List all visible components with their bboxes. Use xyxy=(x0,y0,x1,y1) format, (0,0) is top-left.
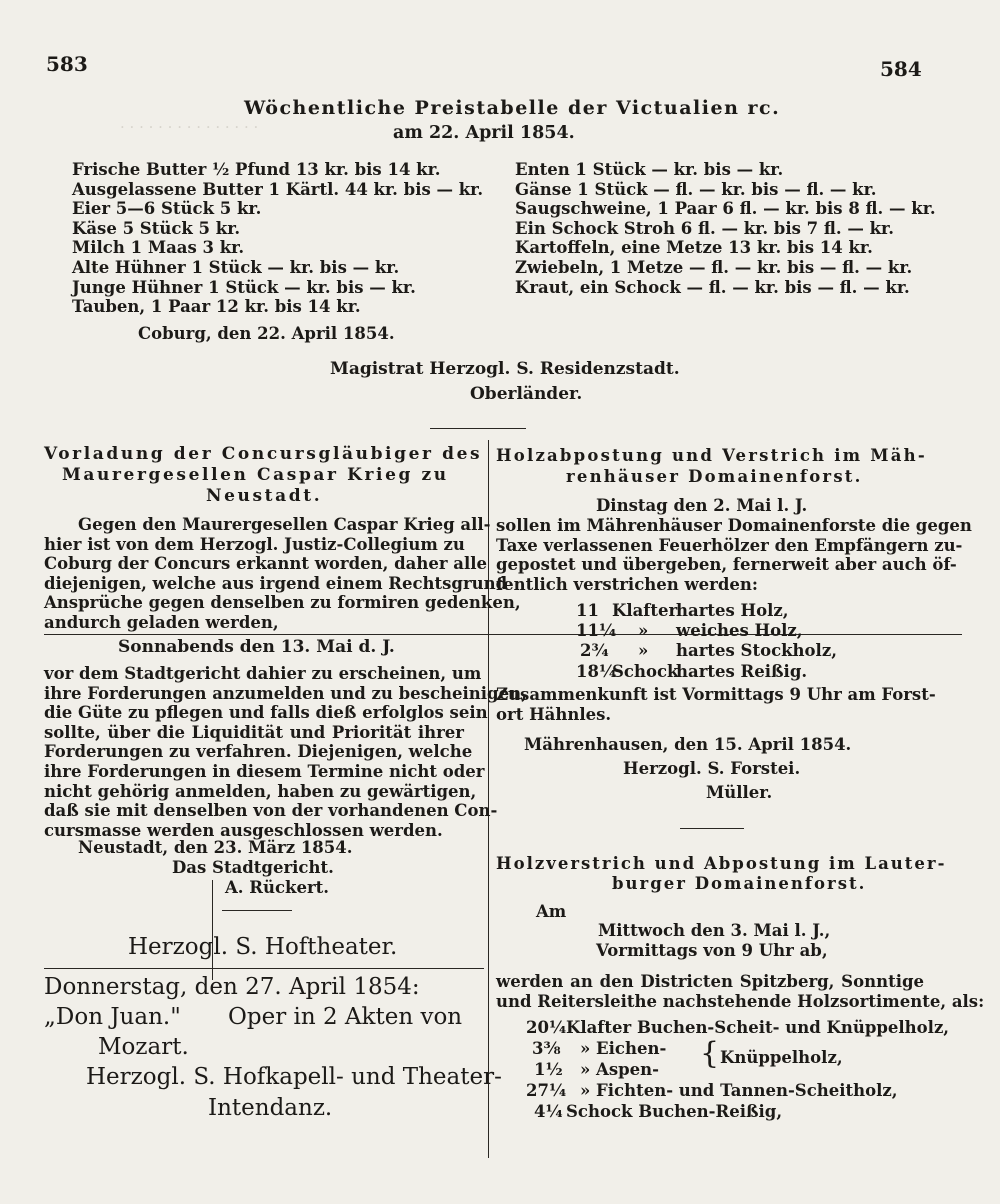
holz1-title-line2: renhäuser Domainenforst. xyxy=(566,467,863,486)
wood-qty: 20¼ xyxy=(526,1018,567,1037)
text-line: gepostet und übergeben, fernerweit aber auch öf- xyxy=(496,555,957,575)
section-rule xyxy=(430,428,526,429)
text-line: cursmasse werden ausgeschlossen werden. xyxy=(44,820,443,840)
wood-desc: » Aspen- xyxy=(580,1060,660,1079)
text-line: andurch geladen werden, xyxy=(44,612,279,632)
holz1-title-line1: Holzabpostung und Verstrich im Mäh- xyxy=(496,446,927,465)
section-rule xyxy=(680,828,744,829)
bleed-through-text: · · · · · · · · · · · · · · · xyxy=(120,118,259,136)
section-rule xyxy=(222,910,292,911)
concurs-court: Das Stadtgericht. xyxy=(172,858,334,877)
wood-unit: Klafter xyxy=(612,601,678,620)
price-item: Käse 5 Stück 5 kr. xyxy=(72,218,241,238)
page-number-right: 584 xyxy=(880,57,922,81)
text-line: ihre Forderungen in diesem Termine nicht oder xyxy=(44,761,485,781)
wood-qty: 2¾ xyxy=(580,641,609,660)
holz1-paragraph xyxy=(496,516,972,594)
theater-date: Donnerstag, den 27. April 1854: xyxy=(44,974,420,1000)
wood-desc: hartes Stockholz, xyxy=(676,641,837,660)
text-line: Gegen den Maurergesellen Caspar Krieg all- xyxy=(78,515,491,534)
price-item: Ein Schock Stroh 6 fl. — kr. bis 7 fl. — kr. xyxy=(515,218,894,238)
text-line: Taxe verlassenen Feuerhölzer den Empfängern zu- xyxy=(496,535,963,555)
wood-qty: 1½ xyxy=(534,1060,563,1079)
price-list-right xyxy=(515,160,936,297)
text-line: sollen im Mährenhäuser Domainenforste die gegen xyxy=(496,516,972,535)
price-item: Tauben, 1 Paar 12 kr. bis 14 kr. xyxy=(72,297,361,317)
holz1-date: Dinstag den 2. Mai l. J. xyxy=(596,496,808,515)
concurs-paragraph-1 xyxy=(44,515,521,633)
text-line: ihre Forderungen anzumelden und zu bescheinigen, xyxy=(44,683,527,703)
holz1-signer: Müller. xyxy=(706,783,773,802)
text-line: daß sie mit denselben von der vorhandenen Con- xyxy=(44,801,498,821)
concurs-title-line1: Vorladung der Concursgläubiger des xyxy=(44,444,483,464)
concurs-title-line3: Neustadt. xyxy=(206,486,323,506)
price-table-date: am 22. April 1854. xyxy=(393,123,575,143)
holz2-title-line1: Holzverstrich und Abpostung im Lauter- xyxy=(496,854,947,873)
theater-play-description: Oper in 2 Akten von xyxy=(228,1004,463,1030)
wood-qty: 11¼ xyxy=(576,621,617,640)
wood-brace-label: Knüppelholz, xyxy=(720,1048,843,1067)
wood-qty: 3⅜ xyxy=(532,1039,561,1058)
horizontal-rule xyxy=(44,634,962,635)
wood-qty: 27¼ xyxy=(526,1081,567,1100)
holz1-place-date: Mährenhausen, den 15. April 1854. xyxy=(524,735,852,754)
concurs-place-date: Neustadt, den 23. März 1854. xyxy=(78,838,353,857)
text-line: werden an den Districten Spitzberg, Sonntige xyxy=(496,972,924,991)
wood-qty: 18¼ xyxy=(576,662,617,681)
holz1-authority: Herzogl. S. Forstei. xyxy=(623,759,801,778)
text-line: Ansprüche gegen denselben zu formiren gedenken, xyxy=(44,593,521,613)
price-signer: Oberländer. xyxy=(470,384,583,404)
price-item: Zwiebeln, 1 Metze — fl. — kr. bis — fl. — kr. xyxy=(515,257,913,277)
price-item: Enten 1 Stück — kr. bis — kr. xyxy=(515,160,784,179)
text-line: ort Hähnles. xyxy=(496,704,612,724)
price-item: Frische Butter ½ Pfund 13 kr. bis 14 kr. xyxy=(72,160,441,179)
holz2-paragraph xyxy=(496,972,985,1011)
price-table-title: Wöchentliche Preistabelle der Victualien rc. xyxy=(244,97,781,119)
text-line: Forderungen zu verfahren. Diejenigen, welche xyxy=(44,742,473,762)
price-item: Eier 5—6 Stück 5 kr. xyxy=(72,199,262,219)
brace: { xyxy=(700,1036,720,1071)
wood-unit: » xyxy=(638,641,649,660)
price-place-date: Coburg, den 22. April 1854. xyxy=(138,324,395,343)
text-line: vor dem Stadtgericht dahier zu erscheinen, um xyxy=(44,664,482,683)
price-authority: Magistrat Herzogl. S. Residenzstadt. xyxy=(330,359,680,379)
page-number-left: 583 xyxy=(46,52,88,76)
text-line: diejenigen, welche aus irgend einem Rechtsgrund xyxy=(44,573,508,593)
holz1-meeting xyxy=(496,685,936,724)
price-item: Junge Hühner 1 Stück — kr. bis — kr. xyxy=(72,277,416,297)
holz2-time: Vormittags von 9 Uhr ab, xyxy=(596,941,828,960)
wood-desc: weiches Holz, xyxy=(676,621,803,640)
wood-qty: 4¼ xyxy=(534,1102,563,1121)
holz2-date: Mittwoch den 3. Mai l. J., xyxy=(598,921,831,940)
wood-desc: hartes Holz, xyxy=(676,601,789,620)
price-item: Saugschweine, 1 Paar 6 fl. — kr. bis 8 fl. — kr. xyxy=(515,199,936,219)
wood-unit: » xyxy=(638,621,649,640)
theater-signature-line2: Intendanz. xyxy=(208,1095,333,1121)
concurs-paragraph-2 xyxy=(44,664,527,840)
text-line: Zusammenkunft ist Vormittags 9 Uhr am Forst- xyxy=(496,685,936,704)
text-line: fentlich verstrichen werden: xyxy=(496,574,758,594)
wood-qty: 11 xyxy=(576,601,599,620)
theater-signature-line1: Herzogl. S. Hofkapell- und Theater- xyxy=(86,1064,502,1090)
price-item: Kraut, ein Schock — fl. — kr. bis — fl. — kr. xyxy=(515,277,910,297)
vertical-rule xyxy=(212,880,213,980)
wood-desc: » Fichten- und Tannen-Scheitholz, xyxy=(580,1081,898,1100)
price-list-left xyxy=(72,160,483,317)
price-item: Alte Hühner 1 Stück — kr. bis — kr. xyxy=(72,257,400,277)
wood-desc: » Eichen- xyxy=(580,1039,667,1058)
theater-title: Herzogl. S. Hoftheater. xyxy=(128,934,398,960)
theater-composer: Mozart. xyxy=(98,1034,189,1060)
text-line: und Reitersleithe nachstehende Holzsortimente, als: xyxy=(496,991,985,1011)
text-line: nicht gehörig anmelden, haben zu gewärtigen, xyxy=(44,781,477,801)
wood-desc: Klafter Buchen-Scheit- und Knüppelholz, xyxy=(566,1018,950,1037)
price-item: Gänse 1 Stück — fl. — kr. bis — fl. — kr. xyxy=(515,179,877,199)
theater-play: „Don Juan." xyxy=(44,1004,181,1030)
concurs-date-line: Sonnabends den 13. Mai d. J. xyxy=(118,637,395,657)
concurs-title-line2: Maurergesellen Caspar Krieg zu xyxy=(62,465,449,485)
wood-unit: Schock xyxy=(612,662,679,681)
text-line: die Güte zu pflegen und falls dieß erfolglos sein xyxy=(44,703,488,723)
wood-desc: hartes Reißig. xyxy=(676,662,808,681)
text-line: Coburg der Concurs erkannt worden, daher alle xyxy=(44,554,488,574)
horizontal-rule xyxy=(44,968,484,969)
price-item: Ausgelassene Butter 1 Kärtl. 44 kr. bis — kr. xyxy=(72,179,484,199)
price-item: Milch 1 Maas 3 kr. xyxy=(72,238,245,258)
concurs-signer: A. Rückert. xyxy=(225,878,330,897)
holz2-am: Am xyxy=(536,902,567,921)
text-line: hier ist von dem Herzogl. Justiz-Collegium zu xyxy=(44,534,465,554)
text-line: sollte, über die Liquidität und Priorität ihrer xyxy=(44,722,464,742)
price-item: Kartoffeln, eine Metze 13 kr. bis 14 kr. xyxy=(515,238,873,258)
holz2-title-line2: burger Domainenforst. xyxy=(612,874,867,893)
column-divider xyxy=(488,440,489,1158)
wood-desc: Schock Buchen-Reißig, xyxy=(566,1102,783,1121)
